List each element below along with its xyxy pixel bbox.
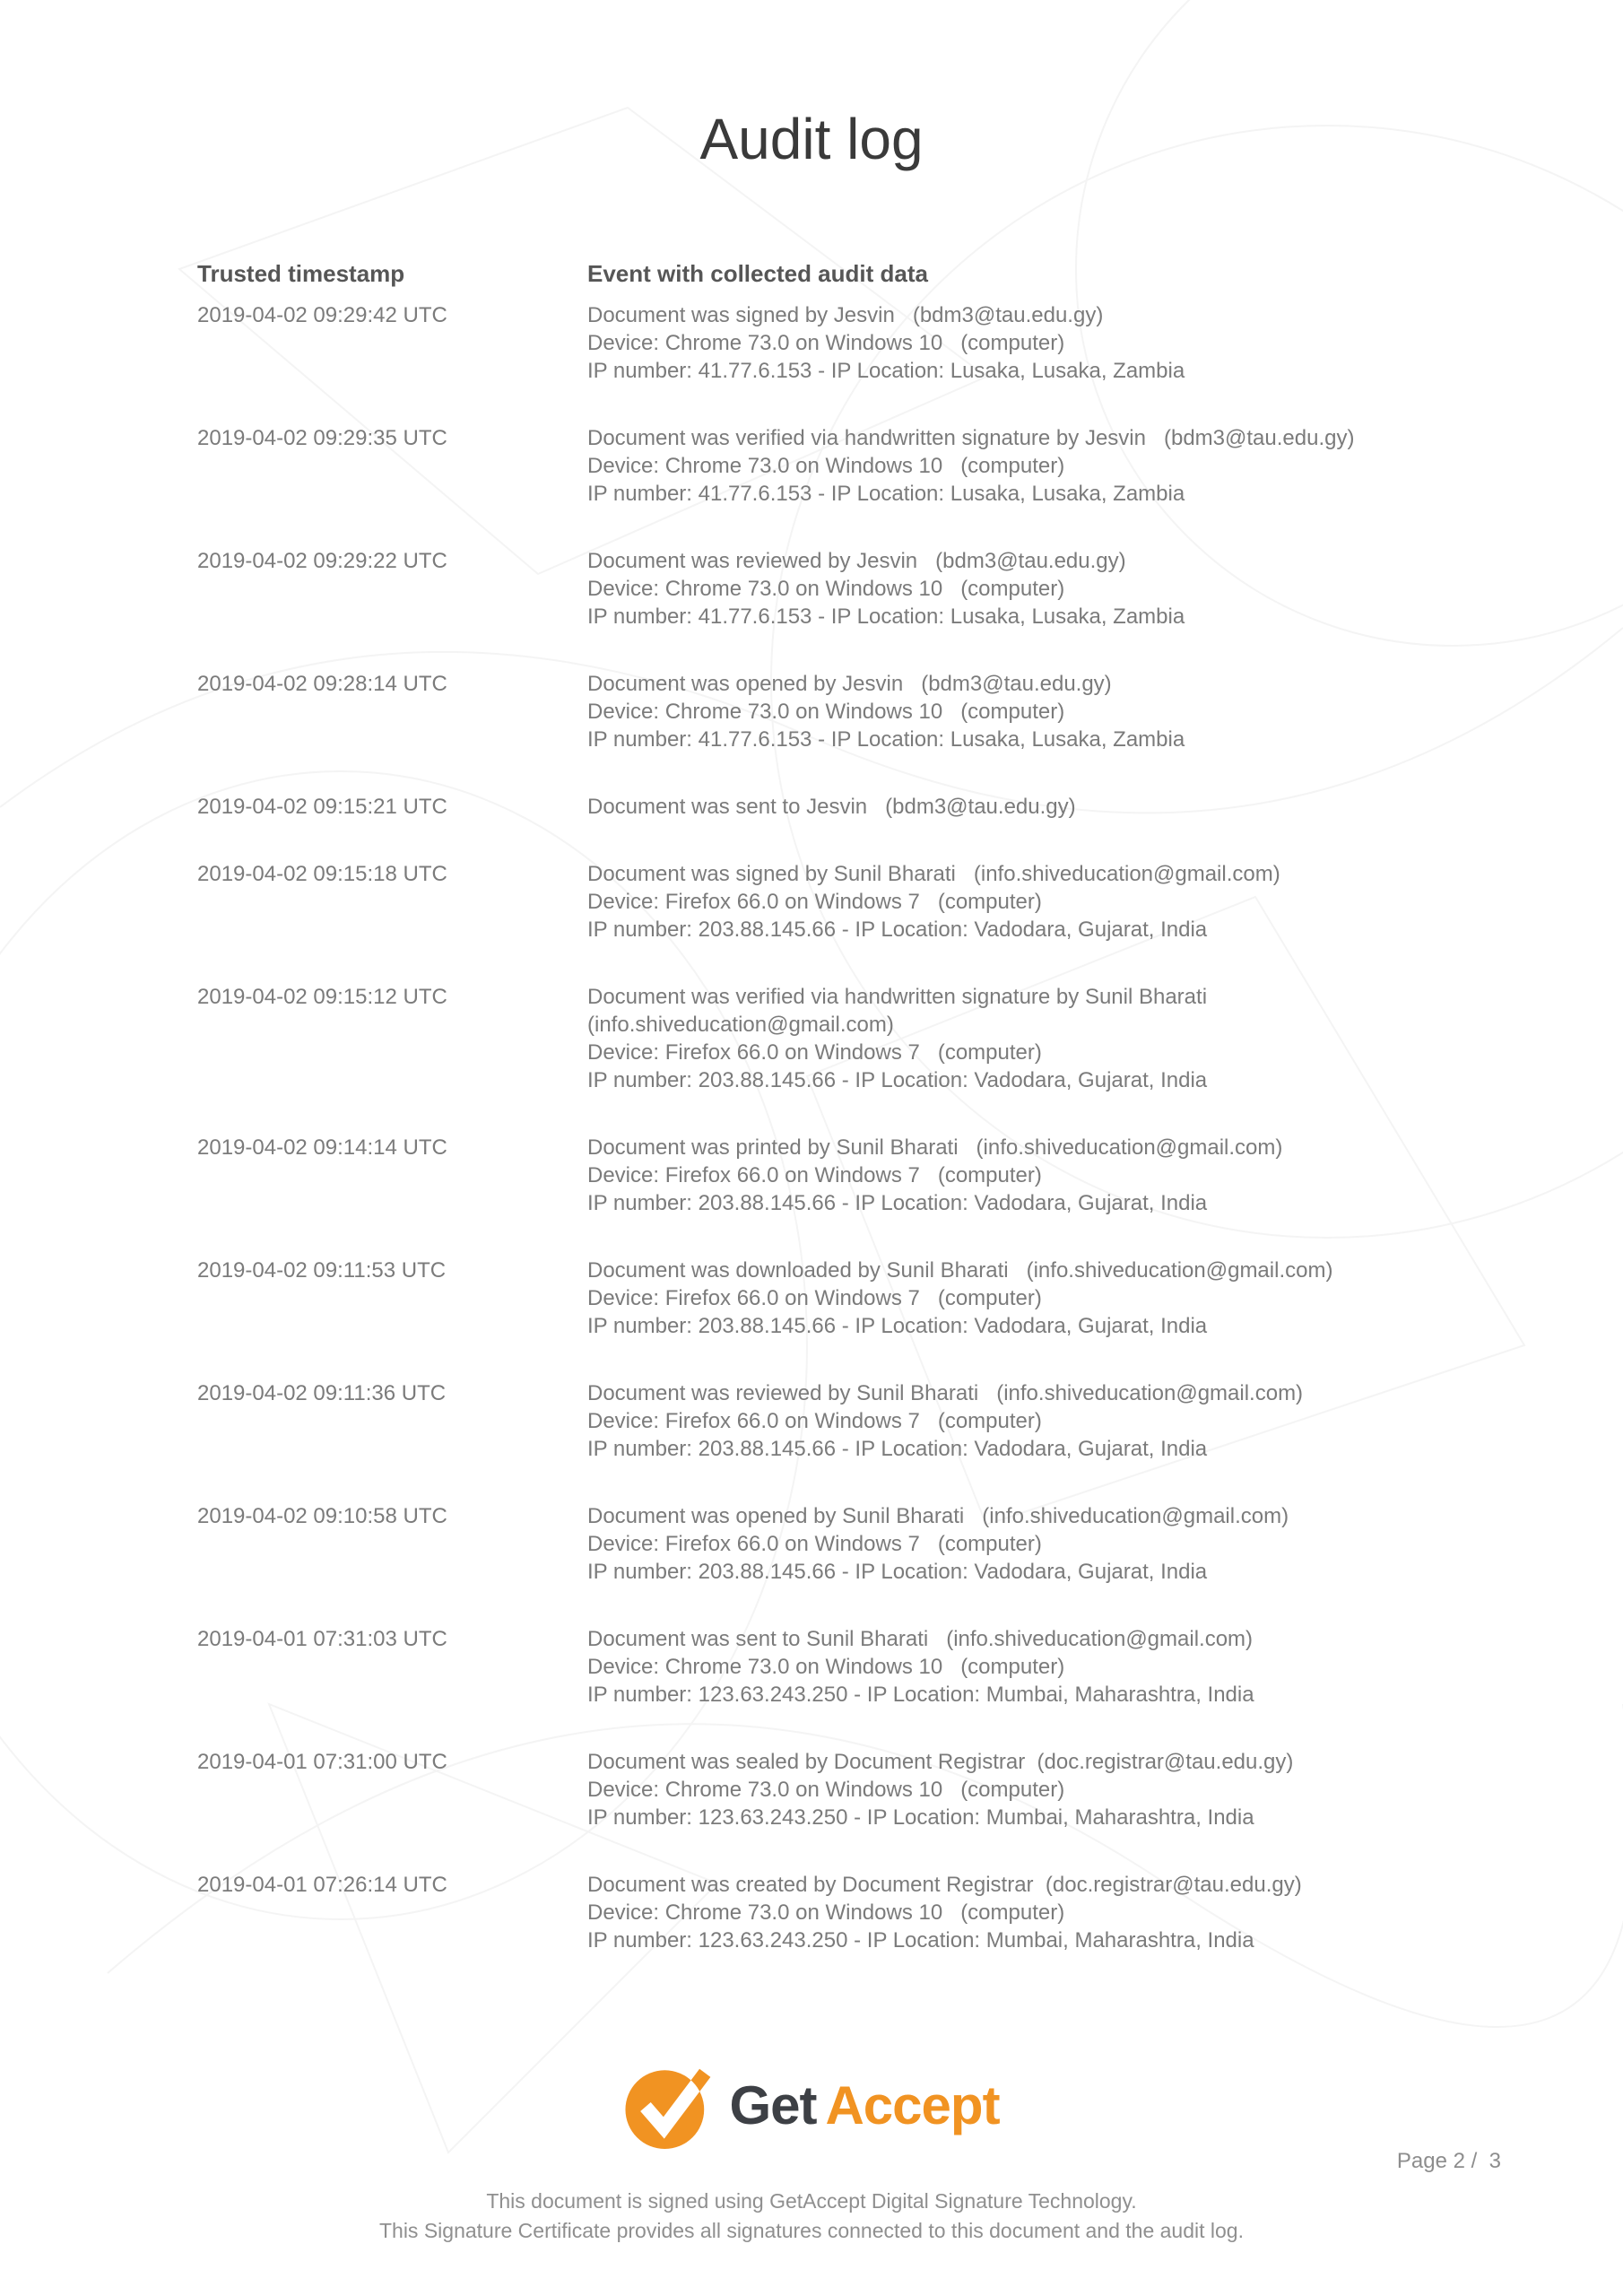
event-line: Document was opened by Sunil Bharati (info.shiveducation@gmail.com) [587,1504,1289,1528]
entry-timestamp: 2019-04-02 09:29:35 UTC [197,426,447,450]
event-line: Device: Firefox 66.0 on Windows 7 (computer) [587,890,1042,914]
entry-timestamp: 2019-04-02 09:29:42 UTC [197,303,447,327]
entry-event-details [587,1134,1444,1217]
event-line: IP number: 123.63.243.250 - IP Location: Mumbai, Maharashtra, India [587,1805,1254,1830]
entry-timestamp: 2019-04-01 07:26:14 UTC [197,1873,447,1897]
event-line: Document was downloaded by Sunil Bharati (info.shiveducation@gmail.com) [587,1258,1333,1283]
entry-timestamp: 2019-04-02 09:28:14 UTC [197,672,447,696]
event-line: IP number: 41.77.6.153 - IP Location: Lusaka, Lusaka, Zambia [587,727,1185,752]
page-title: Audit log [699,107,924,171]
entry-event-details [587,1379,1444,1463]
entry-timestamp: 2019-04-01 07:31:00 UTC [197,1750,447,1774]
footer-note-line2: This Signature Certificate provides all signatures connected to this document and the audit log. [378,2219,1244,2242]
event-line: IP number: 203.88.145.66 - IP Location: Vadodara, Gujarat, India [587,1437,1208,1461]
event-line: Document was verified via handwritten signature by Jesvin (bdm3@tau.edu.gy) [587,426,1355,450]
getaccept-logo [623,2059,999,2151]
event-line: Document was opened by Jesvin (bdm3@tau.edu.gy) [587,672,1112,696]
event-line: Document was sent to Jesvin (bdm3@tau.edu.gy) [587,795,1076,819]
entry-event-details [587,1257,1444,1340]
entry-event-details [587,547,1444,631]
entry-timestamp: 2019-04-01 07:31:03 UTC [197,1627,447,1651]
entry-event-details [587,983,1444,1094]
entry-timestamp: 2019-04-02 09:15:12 UTC [197,985,447,1009]
event-line: Document was printed by Sunil Bharati (info.shiveducation@gmail.com) [587,1135,1283,1160]
event-line: Document was reviewed by Sunil Bharati (info.shiveducation@gmail.com) [587,1381,1304,1405]
audit-entry-row [197,1134,1444,1217]
audit-table [197,258,1444,1994]
entry-timestamp: 2019-04-02 09:15:21 UTC [197,795,447,819]
event-line: Document was signed by Sunil Bharati (info.shiveducation@gmail.com) [587,862,1280,886]
entry-event-details [587,1625,1444,1709]
audit-entry-row [197,1871,1444,1954]
audit-entry-row [197,1257,1444,1340]
event-line: Device: Chrome 73.0 on Windows 10 (computer) [587,1778,1065,1802]
entry-timestamp: 2019-04-02 09:10:58 UTC [197,1504,447,1528]
event-line: IP number: 41.77.6.153 - IP Location: Lusaka, Lusaka, Zambia [587,482,1185,506]
entry-timestamp: 2019-04-02 09:11:53 UTC [197,1258,447,1283]
entry-event-details [587,670,1444,753]
event-line: Device: Firefox 66.0 on Windows 7 (computer) [587,1286,1042,1310]
event-line: IP number: 41.77.6.153 - IP Location: Lusaka, Lusaka, Zambia [587,604,1185,629]
event-line: Device: Firefox 66.0 on Windows 7 (computer) [587,1040,1042,1065]
entry-event-details [587,424,1444,508]
event-line: Device: Chrome 73.0 on Windows 10 (computer) [587,454,1065,478]
event-line: Device: Chrome 73.0 on Windows 10 (computer) [587,577,1065,601]
event-line: Device: Chrome 73.0 on Windows 10 (computer) [587,1900,1065,1925]
wordmark-get: Get [729,2074,817,2135]
wordmark-accept: Accept [825,2074,1000,2135]
event-line: Device: Chrome 73.0 on Windows 10 (computer) [587,331,1065,355]
audit-entry-row [197,1502,1444,1586]
event-line: IP number: 123.63.243.250 - IP Location: Mumbai, Maharashtra, India [587,1928,1254,1952]
event-line: (info.shiveducation@gmail.com) [587,1013,894,1037]
footer-note-line1: This document is signed using GetAccept Digital Signature Technology. [486,2189,1137,2213]
getaccept-checkmark-icon [623,2059,715,2151]
entry-timestamp: 2019-04-02 09:15:18 UTC [197,862,447,886]
entry-event-details [587,1502,1444,1586]
audit-table-header [197,258,1444,289]
entry-event-details [587,860,1444,944]
event-line: Document was reviewed by Jesvin (bdm3@tau.edu.gy) [587,549,1126,573]
event-line: Document was sent to Sunil Bharati (info.shiveducation@gmail.com) [587,1627,1254,1651]
footer-note [0,2187,1623,2246]
audit-entry-row [197,860,1444,944]
audit-entry-row [197,1748,1444,1831]
entry-timestamp: 2019-04-02 09:11:36 UTC [197,1381,447,1405]
audit-entry-row [197,1625,1444,1709]
getaccept-wordmark [729,2074,999,2136]
entry-event-details [587,793,1444,821]
event-line: Device: Firefox 66.0 on Windows 7 (computer) [587,1409,1042,1433]
event-line: Device: Firefox 66.0 on Windows 7 (computer) [587,1163,1042,1187]
event-line: IP number: 41.77.6.153 - IP Location: Lusaka, Lusaka, Zambia [587,359,1185,383]
entry-event-details [587,1748,1444,1831]
audit-table-body [197,301,1444,1954]
event-line: IP number: 203.88.145.66 - IP Location: Vadodara, Gujarat, India [587,918,1208,942]
audit-entry-row [197,793,1444,821]
entry-timestamp: 2019-04-02 09:14:14 UTC [197,1135,447,1160]
entry-event-details [587,301,1444,385]
audit-entry-row [197,1379,1444,1463]
entry-timestamp: 2019-04-02 09:29:22 UTC [197,549,447,573]
page-indicator: Page 2 / 3 [1396,2149,1501,2173]
column-header-event: Event with collected audit data [587,260,928,287]
event-line: Document was created by Document Registrar (doc.registrar@tau.edu.gy) [587,1873,1302,1897]
audit-entry-row [197,670,1444,753]
audit-entry-row [197,301,1444,385]
event-line: Document was signed by Jesvin (bdm3@tau.edu.gy) [587,303,1104,327]
event-line: IP number: 203.88.145.66 - IP Location: Vadodara, Gujarat, India [587,1560,1208,1584]
event-line: Device: Chrome 73.0 on Windows 10 (computer) [587,700,1065,724]
entry-event-details [587,1871,1444,1954]
event-line: Document was verified via handwritten signature by Sunil Bharati [587,985,1208,1009]
event-line: IP number: 203.88.145.66 - IP Location: Vadodara, Gujarat, India [587,1314,1208,1338]
event-line: Device: Chrome 73.0 on Windows 10 (computer) [587,1655,1065,1679]
event-line: IP number: 203.88.145.66 - IP Location: Vadodara, Gujarat, India [587,1191,1208,1215]
audit-entry-row [197,547,1444,631]
event-line: Document was sealed by Document Registrar (doc.registrar@tau.edu.gy) [587,1750,1294,1774]
event-line: Device: Firefox 66.0 on Windows 7 (computer) [587,1532,1042,1556]
audit-entry-row [197,983,1444,1094]
column-header-timestamp: Trusted timestamp [197,260,405,287]
audit-entry-row [197,424,1444,508]
event-line: IP number: 123.63.243.250 - IP Location: Mumbai, Maharashtra, India [587,1683,1254,1707]
event-line: IP number: 203.88.145.66 - IP Location: Vadodara, Gujarat, India [587,1068,1208,1092]
